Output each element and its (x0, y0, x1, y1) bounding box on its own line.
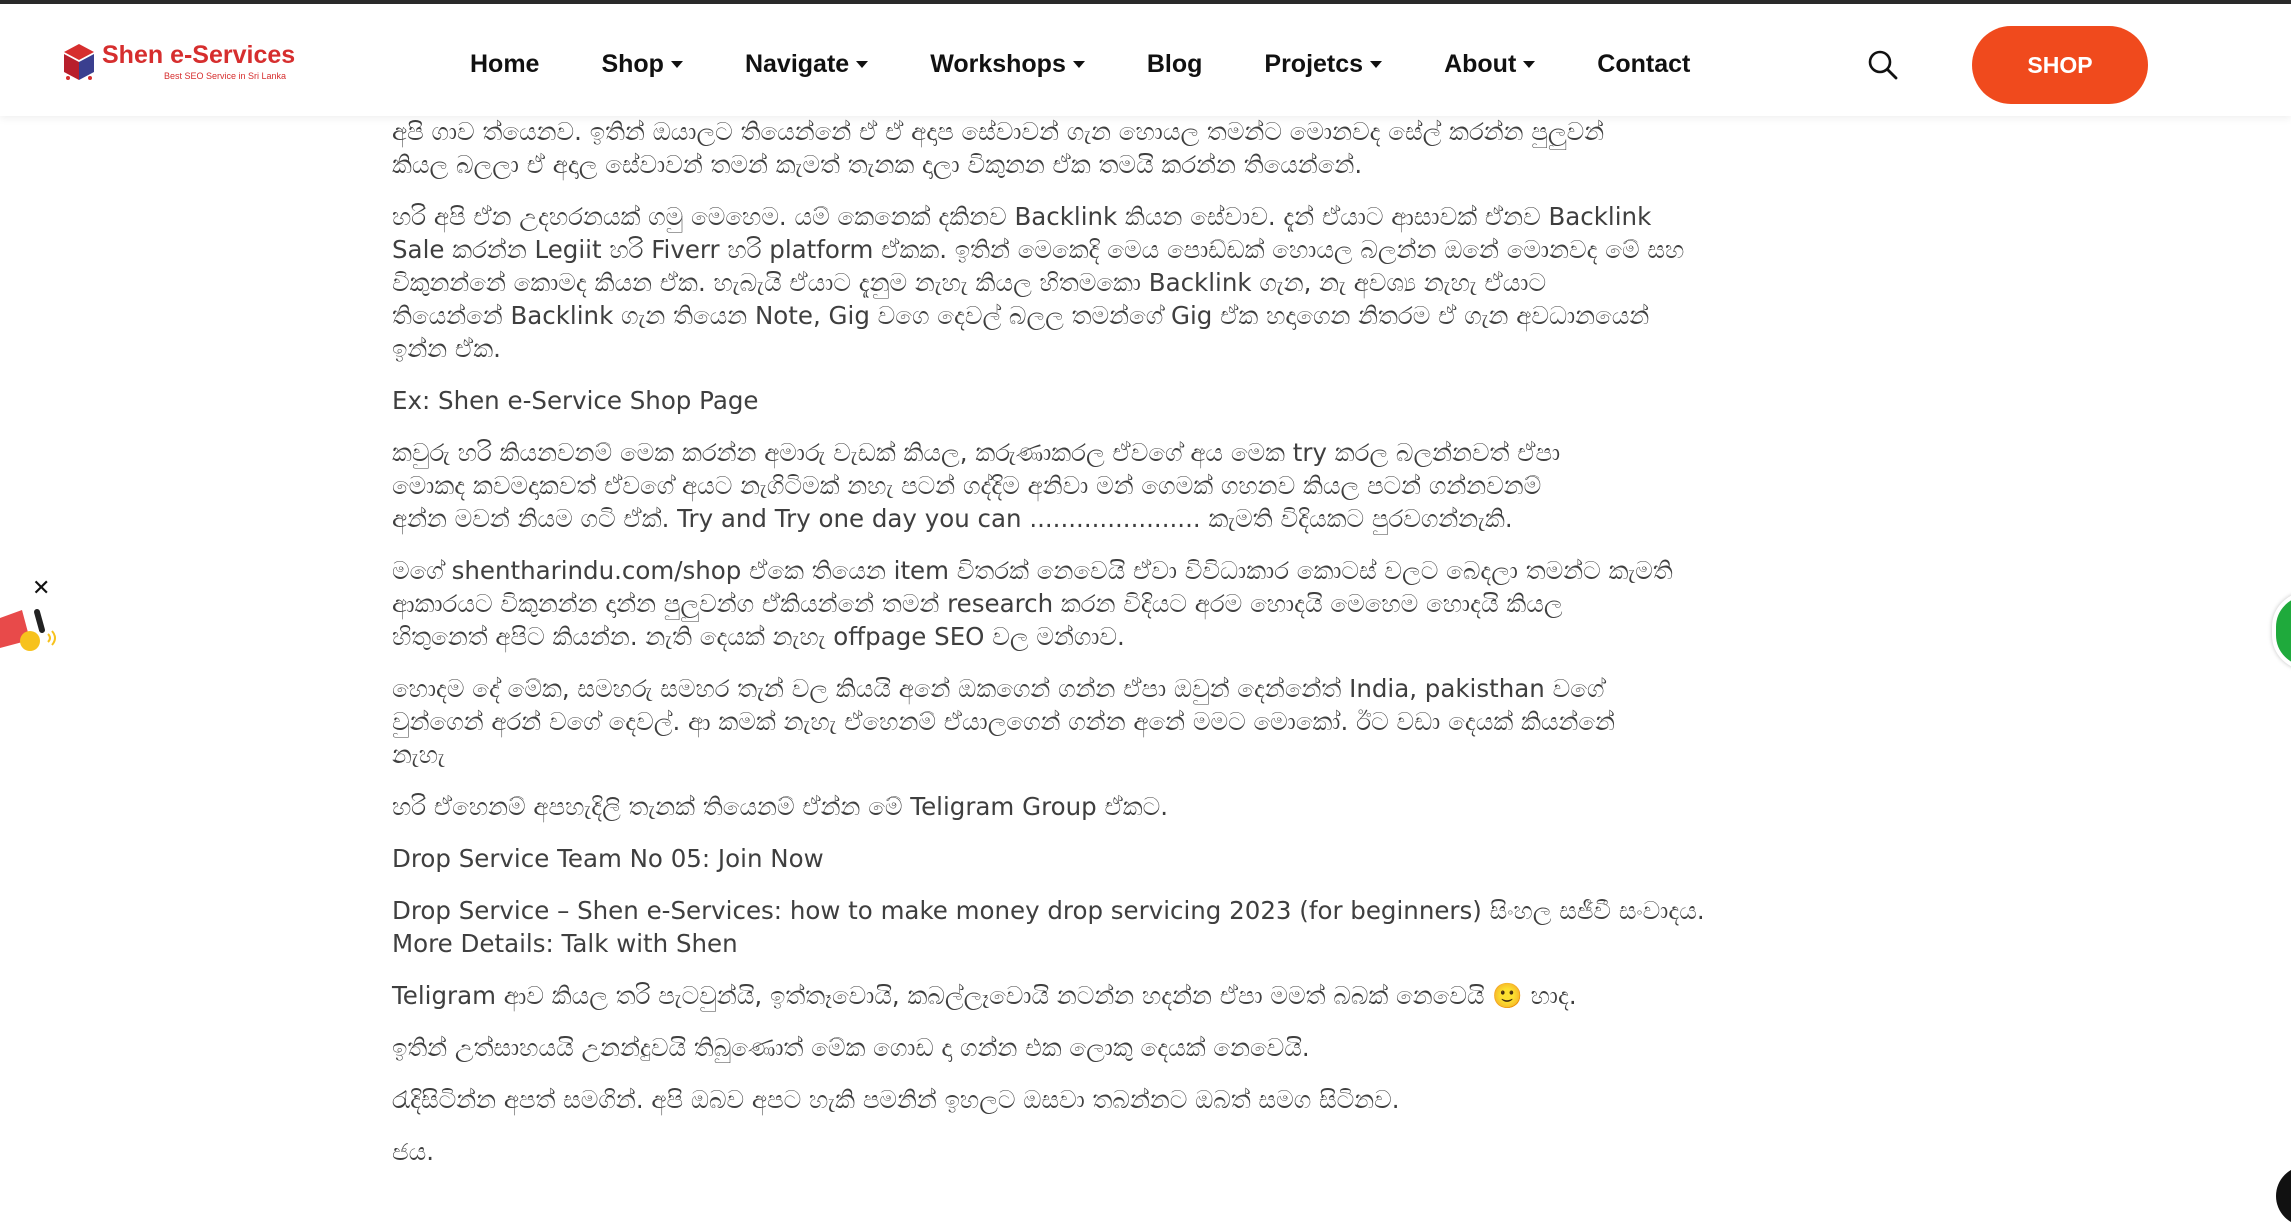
shop-page-link[interactable] (392, 384, 1792, 417)
site-header (0, 4, 2291, 116)
paragraph-line: හොදම දේ මේක, සමහරු සමහර තැන් වල කියයි අනේ ඔකගෙන් ගන්න ඒපා ඔවුන් දෙන්නේත් India, pakisthan වගේ (392, 674, 1605, 703)
paragraph-line: Ex: Shen e-Service Shop Page (392, 386, 759, 415)
article-paragraph (392, 1083, 1792, 1116)
paragraph-line: හරි අපි ඒන උදහරනයක් ගමු මෙහෙම. යම් කෙනෙක් දකිනව Backlink කියන සේවාව. දැන් ඒයාට ආසාවක් ඒනව Backlink (392, 202, 1652, 231)
nav-item-about[interactable] (1444, 50, 1535, 79)
article-paragraph (392, 200, 1792, 365)
article-paragraph (392, 1135, 1792, 1168)
paragraph-line: ආකාරයට විකුනන්න දාන්න පුලුවන්ග ඒකියන්නේ තමන් research කරන විදියට අරම හොදයි මෙහෙම හොදයි කියල (392, 589, 1563, 618)
paragraph-line: Drop Service Team No 05: Join Now (392, 844, 824, 873)
paragraph-line: මගේ shentharindu.com/shop ඒකෙ තියෙන item විතරක් නෙවෙයි ඒවා විවිධාකාර කොටස් වලට බෙදලා තමන්ට කැමති (392, 556, 1673, 585)
nav-item-label: Shop (601, 49, 664, 78)
nav-item-contact[interactable] (1597, 50, 1690, 79)
article-paragraph (392, 979, 1792, 1012)
nav-item-label: Contact (1597, 49, 1691, 78)
paragraph-line: හරි ඒහෙනම් අපහැදිලි තැනක් තියෙනම් ඒන්න මේ Teligram Group ඒකට. (392, 792, 1169, 821)
chat-widget-icon (0, 578, 60, 668)
caret-down-icon (856, 61, 868, 68)
nav-item-shop[interactable] (601, 50, 683, 79)
search-icon[interactable] (1866, 48, 1900, 82)
nav-item-label: Home (470, 49, 540, 78)
telegram-group-paragraph (392, 790, 1792, 823)
paragraph-line: කියල බලලා ඒ අදාල සේවාවන් තමන් කැමත් තැනක දාලා විකුනන ඒක තමයි කරන්න තියෙන්නේ. (392, 150, 1363, 179)
floating-chat-widget[interactable] (0, 578, 60, 668)
scroll-top-button[interactable] (2276, 1166, 2291, 1226)
nav-item-label: Blog (1146, 49, 1203, 78)
article-paragraph (392, 672, 1792, 771)
paragraph-line: Drop Service – Shen e-Services: how to make money drop servicing 2023 (for beginners) සිංහල සජීවී සංවාදය. (392, 896, 1705, 925)
paragraph-line: හිතුනෙත් අපිට කියන්න. නැති දෙයක් නැහැ offpage SEO වල මන්ගාව. (392, 622, 1125, 651)
caret-down-icon (1523, 61, 1535, 68)
caret-down-icon (1370, 61, 1382, 68)
paragraph-line: විකුනන්නේ කොමද කියන ඒක. හැබැයි ඒයාට දැනුම නැහැ කියල හිතමකො Backlink ගැන, නැ අවශ්‍ය නැහැ ඒයාට (392, 268, 1547, 297)
join-now-link[interactable] (392, 842, 1792, 875)
nav-item-label: Navigate (744, 49, 850, 78)
site-logo[interactable] (62, 40, 302, 84)
nav-item-label: Workshops (930, 49, 1066, 78)
shop-button[interactable]: SHOP (1972, 26, 2148, 104)
paragraph-line: ඉතින් උත්සාහයයි උනන්දුවයි තිබුණොත් මේක ගොඩ දා ගන්න එක ලොකු දෙයක් නෙවෙයි. (392, 1033, 1310, 1062)
logo-tagline: Best SEO Service in Sri Lanka (164, 71, 287, 81)
logo-name: Shen e-Services (102, 41, 296, 69)
nav-item-blog[interactable] (1147, 50, 1203, 79)
paragraph-line: වුන්ගෙන් අරන් වගේ දෙවල්. ආ කමක් නැහැ ඒහෙනම් ඒයාලගෙන් ගන්න අනේ මමට මොකෝ. ඊට වඩා දෙයක් කියන්නේ (392, 707, 1615, 736)
article-paragraph (392, 554, 1792, 653)
paragraph-line: තියෙන්නේ Backlink ගැන තියෙන Note, Gig වගෙ දෙවල් බලල තමන්ගේ Gig ඒක හදාගෙන නිතරම ඒ ගැන අවධානයෙන් (392, 301, 1650, 330)
main-nav (470, 44, 1690, 84)
caret-down-icon (671, 61, 683, 68)
article-paragraph (392, 1031, 1792, 1064)
article-body (392, 112, 1792, 1168)
article-paragraph (392, 115, 1792, 181)
nav-item-home[interactable] (470, 50, 539, 79)
nav-item-workshops[interactable] (930, 50, 1085, 79)
paragraph-line: Teligram ආව කියල තරි පැටවුන්යි, ඉත්තෑවොයි, කබල්ලෑවොයි නටන්න හදන්න ඒපා මමත් බබක් නෙවෙයි 🙂 හාද. (392, 981, 1577, 1010)
caret-down-icon (1073, 61, 1085, 68)
talk-with-shen-link[interactable]: More Details: Talk with Shen (392, 929, 738, 958)
whatsapp-icon[interactable] (2272, 592, 2291, 670)
logo-mark-icon (62, 42, 96, 82)
nav-item-projects[interactable] (1264, 50, 1382, 79)
paragraph-line: ජය. (392, 1137, 434, 1166)
drop-service-video-link[interactable] (392, 894, 1792, 960)
paragraph-line: නැහැ (392, 740, 445, 769)
paragraph-line: රැදිසිටින්න අපත් සමගින්. අපි ඔබව අපට හැකි පමනින් ඉහලට ඔසවා තබන්නට ඔබත් සමග සිටිනව. (392, 1085, 1400, 1114)
nav-item-navigate[interactable] (745, 50, 868, 79)
close-icon[interactable]: ✕ (32, 576, 51, 601)
nav-item-label: Projetcs (1264, 49, 1364, 78)
paragraph-line: අපි ගාව ත්යෙනව. ඉතින් ඔයාලට තියෙන්නේ ඒ ඒ අදාප සේවාවන් ගැන හොයල තමන්ට මොනවද සේල් කරන්න පුලුවන් (392, 117, 1605, 146)
paragraph-line: මොකද කවමදාකවත් ඒවගේ අයට නැගිටිමක් නහැ පටන් ගද්දිම අනිවා මන් ගෙමක් ගහනව කියල පටන් ගන්නවනම් (392, 471, 1542, 500)
paragraph-line: ඉන්න ඒක. (392, 334, 501, 363)
paragraph-line: කවුරු හරි කියනවනම් මෙක කරන්න අමාරු වැඩක් කියල, කරුණාකරල ඒවගේ අය මෙක try කරල බලන්නවත් ඒපා (392, 438, 1561, 467)
article-paragraph (392, 436, 1792, 535)
paragraph-line: අන්න මවන් නියම ගටි ඒක්. Try and Try one day you can ...................... කැමති විදියකට පුරවගන්නැකි. (392, 504, 1513, 533)
nav-item-label: About (1444, 49, 1517, 78)
paragraph-line: Sale කරන්න Legiit හරි Fiverr හරි platform ඒකක. ඉතින් මෙකෙදි මෙය පොඩ්ඩක් හොයල බලන්න ඔනේ මොනවද මේ සහ (392, 235, 1685, 264)
